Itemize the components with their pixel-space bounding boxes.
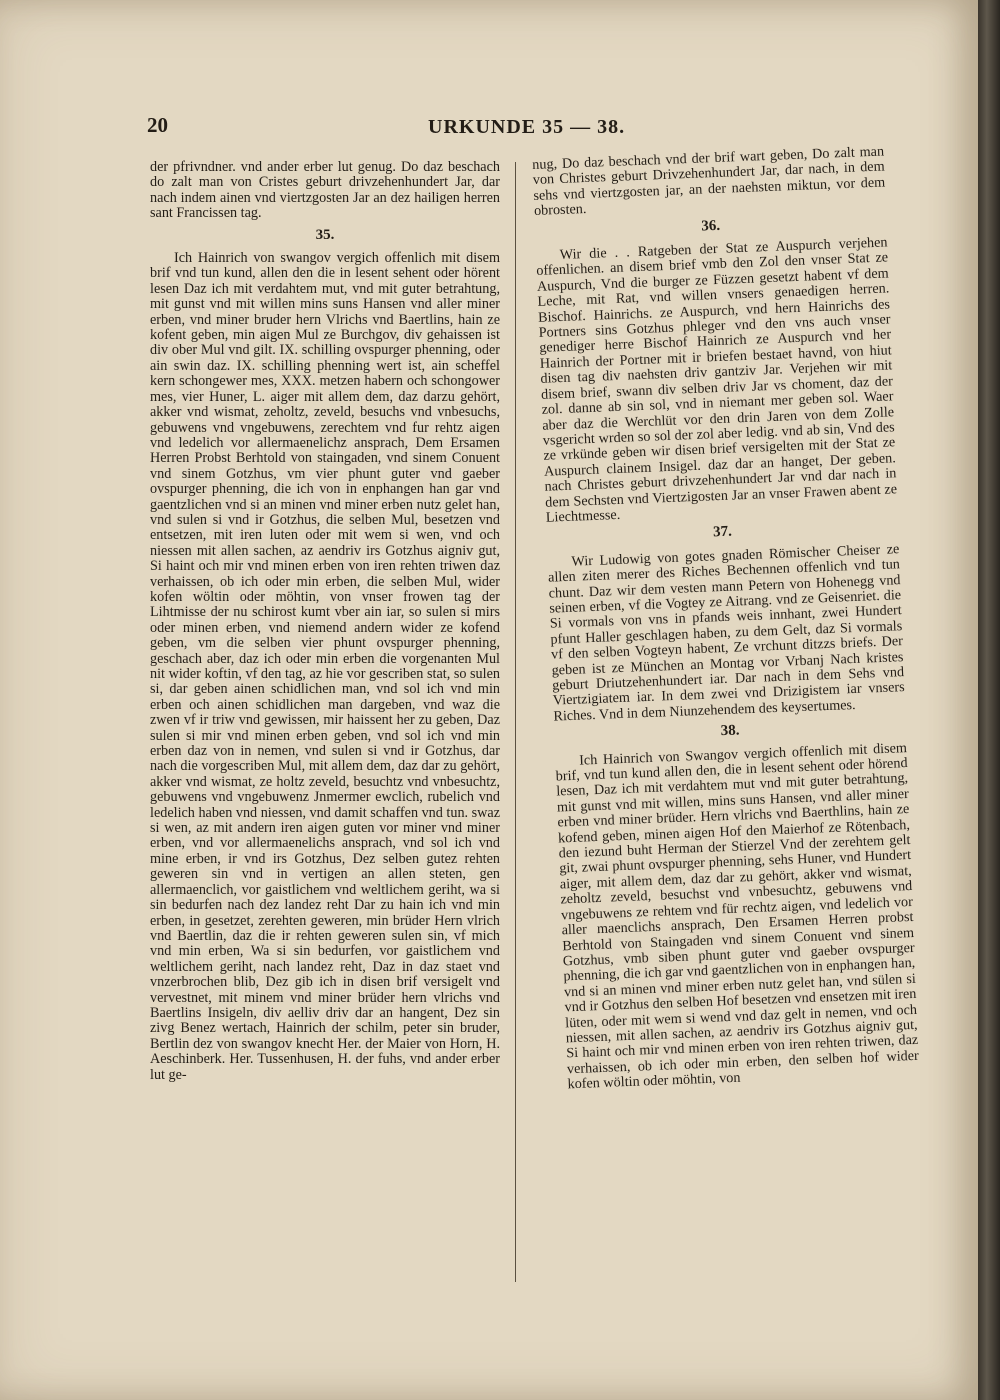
page-edge [978,0,1000,1400]
right-column [532,144,920,1092]
document-35-text: Ich Hainrich von swangov vergich offenlich mit disem brif vnd tun kund, allen den die in lesent sehent oder hörent lesen Daz ich mit verdahtem mut, vnd mit guter betrahtung, mit gunst vnd mit willen mins suns Hansen vnd aller miner erben, vnd miner bruder hern Vlrichs vnd Baertlins, hain ze kofent geben, min aigen Mul ze Burchgov, div gehaissen ist div ober Mul vnd gilt. IX. schilling ovspurger phenning, oder ain swin daz. IX. schilling phenning wert ist, ain scheffel kern schongewer mes, XXX. metzen habern och schongower mes, vier Huner, L. aiger mit allem dem, daz darzu gehört, akker vnd wismat, zeholtz, zeveld, besuchs vnd vnbesuchs, gebuwens vnd vngebuwens, zerechtem vnd fur rehtz aigen vnd ledelich vor allermaenelichz ansprach, Dem Ersamen Herren Probst Berhtold von staingaden, vnd sinem Conuent vnd sinem Gotzhus, vm vier phunt guter vnd gaeber ovspurger phenning, die ich von in enphangen han gar vnd gaentzlichen vnd si an minen vnd miner erben nutz gelet han, vnd sulen si vnd ir Gotzhus, die selben Mul, besetzen vnd entsetzen, mit iren luten oder mit wem si wen, vnd och niessen mit allen sachen, az aendriv irs Gotzhus aigniv gut, Si haint och mir vnd minen erben von iren rehten triwen daz verhaissen, ob ich oder min erben, die selben Mul, wider kofen wöltin oder möhtin, von vnser frowen tag der Lihtmisse der nu schirost kumt vber ain iar, so sulen si mirs oder minen erben, vnd niemend andern wider ze kofend geben, vm die selben vier phunt ovspurger phenning, geschach aber, daz ich oder min erben die vorgenanten Mul nit wider koftin, vf den tag, az hie vor gescriben stat, so sulen si, dar geben ainen schidlichen man, vnd sol ich vnd min erben och ainen schidlichen man dargeben, vnd waz die zwen vf ir triw vnd gewissen, mir haissent her zu geben, Daz sulen si mir vnd minen erben geben, vnd sol ich vnd min erben daz von in nemen, vnd sulen si vnd ir Gotzhus, dar nach die vorgescriben Mul, mit allem dem, daz dar zu gehört, akker vnd wismat, ze holtz zeveld, besuchtz vnd vnbesuchtz, gebuwens vnd vngebuwenz Jnmermer ewclich, rubelich vnd ledelich haben vnd niessen, vnd damit schaffen vnd tun. swaz si wen, az mit andern iren aigen guten vor miner vnd miner erben, vnd vor allermaenelichs ansprach, vnd sol ich vnd mine erben, ir vnd irs Gotzhus, Dez selben gutez rehten geweren sin vnd in vertigen an allen steten, gen allermaenclich, vor gaistlichem vnd weltlichem geriht, wa si sin bedurfen nach dez landez reht Dar zu hain ich vnd min erben, in gesetzet, zerehten geweren, min brüder Hern vlrich vnd Baertlin, daz die ir rehten geweren sulen sin, vf mich vnd min erben, Wa si sin bedurfen, vor gaistlichem vnd weltlichem geriht, nach landez reht, Daz in daz staet vnd vnzerbrochen blib, Dez gib ich in disen brif versigelt vnd vervestnet, mit minem vnd miner brüder hern vlrichs vnd Baertlins Insigeln, div aelliv driv dar an hangent, Dez sin zivg Benez wertach, Hainrich der schilm, peter sin bruder, Bertlin dez von swangov knecht Her. der Maier von Horn, H. Aeschinberk. Her. Tussenhusen, H. der fuhs, vnd ander erber lut ge- [150,250,500,1083]
document-37-text: Wir Ludowig von gotes gnaden Römischer Cheiser ze allen ziten merer des Riches Bechennen offenlich vnd tun chunt. Daz wir dem vesten mann Petern von Hohenegg vnd seinen erben, vf die Vogtey ze Aitrang. vnd ze Geisenriet. die Si vormals von vns in pfands weis innhant, zwei Hundert pfunt Haller geschlagen haben, zu dem Gelt, daz Si vormals vf den selben Vogteyn habent, Ze vrchunt ditzzs briefs. Der geben ist ze München an Montag vor Vrbanj Nach kristes geburt Driutzehenhundert iar. Dar nach in dem Sehs vnd Viertzigiatem iar. In dem zwei vnd Drizigistem iar vnsers Riches. Vnd in dem Niunzehendem des keysertumes. [547,540,905,725]
right-intro-text: nug, Do daz beschach vnd der brif wart geben, Do zalt man von Christes geburt Drivzehenhundert Jar, dar nach, in dem sehs vnd viertzgosten jar, an der naehsten miktun, vor dem obrosten. [531,143,886,220]
left-intro-text: der pfrivndner. vnd ander erber lut genug. Do daz beschach do zalt man von Cristes geburt drivzehenhundert Jar, dar nach indem ainen vnd viertzgosten Jar an dez hailigen herren sant Francissen tag. [150,159,500,222]
document-number-37: 37. [712,523,733,541]
document-number-36: 36. [701,217,721,235]
document-38-text: Ich Hainrich von Swangov vergich offenlich mit disem brif, vnd tun kund allen den, die in lesent sehent oder hörend lesen, Daz ich mit verdahtem mut vnd mit guter betrahtung, mit gunst vnd mit willen, mins suns Hansen, vnd aller miner erben vnd miner brüder. Hern vlrichs vnd Baerthlins, hain ze kofend geben, minen aigen Hof den Maierhof ze Rötenbach, den iezund buht Herman der Stierzel Vnd der zerehtem gelt git, zwai phunt ovspurger phenning, sehs Huner, vnd Hundert aiger, mit allem dem, daz dar zu gehört, akker vnd wismat, zeholtz zeveld, besuchst vnd vnbesuchtz, gebuwens vnd vngebuwens ze rehtem vnd für rechtz aigen, vnd ledelich vor aller maenclichs ansprach, Den Ersamen Herren probst Berhtold von Staingaden vnd sinem Conuent vnd sinem Gotzhus, vmb siben phunt guter vnd gaeber ovspurger phenning, die ich gar vnd gaentzlichen von in enphangen han, vnd si an minen vnd miner erben nutz gelet han, vnd sülen si vnd ir Gotzhus den selben Hof besetzen vnd ensetzen mit iren lüten, oder mit wem si wend vnd daz gelt in nemen, vnd och niessen, mit allen sachen, az aendriv irs Gotzhus aigniv gut, Si haint och mir vnd minen erben von iren rehten triwen, daz verhaissen, ob ich oder min erben, den selben hof wider kofen wöltin oder möhtin, von [555,739,920,1093]
column-divider [515,162,516,1282]
document-number-38: 38. [720,722,740,740]
page-title: URKUNDE 35 — 38. [428,116,626,138]
left-column [150,160,500,1083]
document-number-35: 35. [315,226,335,243]
document-36-text: Wir die . . Ratgeben der Stat ze Auspurch verjehen offenlichen. an disem brief vmb den Zol den vnser Stat ze Auspurch, Vnd die burger ze Füzzen gesetzt habent vf dem Leche, mit Rat, vnd willen vnsers genaedigen herren. Bischof. Hainrichs. ze Auspurch, vnd hern Hainrichs des Portners sins Gotzhus phleger vnd den vns auch vnser genediger herre Bischof Hainrich ze Auspurch vnd her Hainrich der Portner mit ir briefen bestaet havnd, von hiut disen tag div naehsten driv gantziv Jar. Verjehen wir mit disem brief, swann div selben driv Jar vs choment, daz der zol. danne ab sin sol, vnd in niemant mer geben sol. Waer aber daz die Werchlüt vor den drin Jaren von dem Zolle vsgericht wrden so sol der zol aber ledig. vnd ab sin, Vnd des ze vrkünde geben wir disen brief versigelten mit der Stat ze Auspurch clainem Insigel. daz dar an hanget, Der geben. nach Christes geburt drivzehenhundert Jar vnd dar nach in dem Sechsten vnd Viertzigosten Jar an vnser Frawen abent ze Liechtmesse. [536,234,898,526]
page-number: 20 [147,113,168,137]
